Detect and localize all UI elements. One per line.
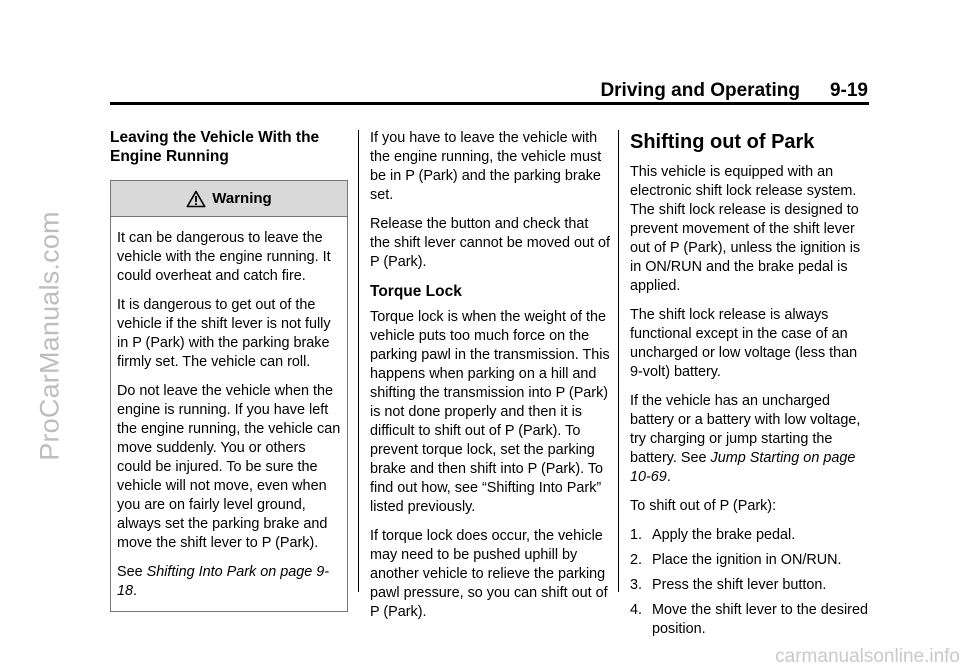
paragraph: Release the button and check that the shift lever cannot be moved out of P (Park). [370, 216, 610, 270]
page-header [600, 80, 868, 102]
list-item: 2. Place the ignition in ON/RUN. [630, 552, 842, 568]
section-heading-shifting-out-of-park: Shifting out of Park [630, 131, 815, 153]
paragraph: If you have to leave the vehicle with the engine running, the vehicle must be in P (Park) and the parking brake set. [370, 130, 602, 203]
list-item: 1. Apply the brake pedal. [630, 527, 796, 543]
warning-paragraph: Do not leave the vehicle when the engine is running. If you have left the engine running, the vehicle can move suddenly. You or others could be injured. To be sure the vehicle will not move, even when you are on fairly level ground, always set the parking brake and move the shift lever to P (Park). [117, 383, 341, 551]
warning-see-reference: See Shifting Into Park on page 9-18. [117, 564, 330, 599]
section-heading-leaving-vehicle: Leaving the Vehicle With the Engine Running [110, 129, 320, 165]
warning-paragraph: It is dangerous to get out of the vehicle if the shift lever is not fully in P (Park) with the parking brake firmly set. The vehicle can roll. [117, 297, 331, 370]
section-heading-torque-lock: Torque Lock [370, 283, 462, 300]
warning-body [111, 217, 347, 611]
warning-title: Warning [212, 190, 272, 207]
steps-list [630, 526, 870, 639]
warning-header [111, 181, 347, 217]
column-1 [110, 128, 348, 612]
paragraph: If the vehicle has an uncharged battery or a battery with low voltage, try charging or jump starting the battery. See Jump Starting on page 10-69. [630, 393, 861, 485]
column-2 [370, 129, 610, 632]
cross-reference-link[interactable]: Jump Starting on page 10-69 [630, 450, 856, 485]
header-rule [110, 102, 869, 105]
paragraph: To shift out of P (Park): [630, 498, 777, 514]
column-divider-2 [618, 130, 619, 592]
paragraph: If torque lock does occur, the vehicle may need to be pushed uphill by another vehicle to relieve the parking pawl pressure, so you can shift out of P (Park). [370, 528, 608, 620]
page-number: 9-19 [829, 80, 868, 101]
paragraph: This vehicle is equipped with an electronic shift lock release system. The shift lock release is designed to prevent movement of the shift lever out of P (Park), unless the ignition is in ON/RUN and the brake pedal is applied. [630, 164, 861, 294]
warning-box [110, 180, 348, 612]
list-item: 3. Press the shift lever button. [630, 577, 827, 593]
warning-paragraph: It can be dangerous to leave the vehicle with the engine running. It could overheat and catch fire. [117, 230, 331, 284]
list-item: 4. Move the shift lever to the desired position. [630, 602, 868, 637]
watermark-carmanualsonline: carmanualsonline.info [775, 646, 960, 667]
watermark-procarmanuals: ProCarManuals.com [34, 211, 65, 461]
paragraph: The shift lock release is always functional except in the case of an uncharged or low voltage (less than 9-volt) battery. [630, 307, 858, 380]
column-divider-1 [358, 130, 359, 592]
warning-triangle-icon [186, 190, 206, 208]
section-title: Driving and Operating [600, 80, 800, 101]
cross-reference-link[interactable]: Shifting Into Park on page 9-18 [117, 564, 330, 599]
paragraph: Torque lock is when the weight of the vehicle puts too much force on the parking pawl in the transmission. This happens when parking on a hill and shifting the transmission into P (Park) is not done properly and then it is difficult to shift out of P (Park). To prevent torque lock, set the parking brake and then shift into P (Park). To find out how, see “Shifting Into Park” listed previously. [370, 309, 610, 515]
column-3 [630, 129, 870, 645]
